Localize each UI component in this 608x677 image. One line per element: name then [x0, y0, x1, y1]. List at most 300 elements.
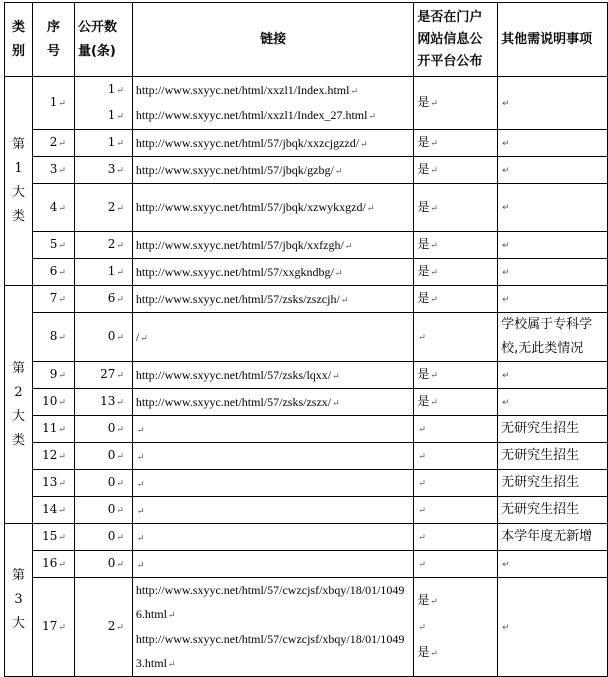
link-line — [136, 363, 410, 388]
paragraph-mark: ↵ — [116, 398, 124, 408]
paragraph-mark: ↵ — [502, 267, 510, 278]
table-row — [5, 497, 608, 524]
seq-cell — [32, 259, 74, 286]
seq-cell — [32, 362, 74, 389]
table-row — [5, 232, 608, 259]
count-value: 13 — [100, 394, 116, 408]
paragraph-mark: ↵ — [58, 268, 66, 278]
header-count: 公开数量(条) — [74, 3, 132, 77]
paragraph-mark: ↵ — [502, 240, 510, 251]
count-value: 0 — [107, 556, 116, 570]
link-line — [136, 233, 410, 258]
paragraph-mark: ↵ — [116, 479, 124, 489]
paragraph-mark: ↵ — [116, 112, 124, 122]
table-row — [5, 259, 608, 286]
published-value: 是 — [417, 593, 430, 607]
count-cell — [74, 443, 132, 470]
count-cell — [74, 389, 132, 416]
table-row — [5, 362, 608, 389]
table-row — [5, 77, 608, 130]
paragraph-mark: ↵ — [502, 138, 510, 149]
paragraph-mark: ↵ — [502, 203, 510, 213]
table-body — [5, 77, 608, 677]
link-line — [136, 78, 410, 103]
published-value: 是 — [417, 291, 430, 305]
paragraph-mark: ↵ — [116, 452, 124, 462]
paragraph-mark: ↵ — [502, 370, 510, 381]
paragraph-mark: ↵ — [167, 659, 176, 669]
seq-cell — [32, 551, 74, 578]
paragraph-mark: ↵ — [116, 533, 124, 543]
header-seq: 序号 — [32, 3, 74, 77]
paragraph-mark: ↵ — [167, 610, 176, 620]
link-line — [136, 552, 410, 577]
count-cell — [74, 416, 132, 443]
note-cell — [498, 443, 608, 470]
paragraph-mark: ↵ — [116, 560, 124, 570]
paragraph-mark: ↵ — [430, 597, 438, 607]
seq-value: 4 — [49, 199, 58, 214]
seq-value: 6 — [49, 264, 58, 278]
paragraph-mark: ↵ — [350, 86, 358, 96]
published-line — [417, 588, 494, 614]
link-url[interactable]: http://www.sxyyc.net/html/xxzl1/Index_27.html — [135, 108, 368, 122]
seq-value: 16 — [42, 556, 58, 570]
count-value: 1 — [107, 108, 116, 122]
seq-value: 10 — [42, 394, 58, 408]
published-line — [417, 232, 494, 258]
link-url[interactable]: http://www.sxyyc.net/html/57/cwzcjsf/xbqy/18/01/10496.html — [135, 583, 405, 621]
header-category: 类别 — [5, 3, 33, 77]
published-line — [417, 324, 494, 350]
note-cell — [498, 286, 608, 313]
count-line — [78, 286, 124, 312]
paragraph-mark: ↵ — [502, 397, 510, 408]
published-line — [417, 90, 494, 116]
link-line — [136, 627, 410, 676]
link-url[interactable]: http://www.sxyyc.net/html/57/jbqk/xxzcjgzzd/ — [135, 135, 360, 150]
published-line — [417, 157, 494, 183]
link-line — [136, 158, 410, 183]
seq-value: 8 — [49, 329, 58, 343]
published-cell — [414, 259, 498, 286]
seq-cell — [32, 443, 74, 470]
published-line — [417, 195, 494, 221]
link-cell — [132, 313, 413, 362]
count-line — [78, 614, 124, 640]
paragraph-mark: ↵ — [58, 333, 66, 343]
paragraph-mark: ↵ — [58, 506, 66, 516]
paragraph-mark: ↵ — [502, 559, 510, 570]
paragraph-mark: ↵ — [58, 623, 66, 633]
published-value: 是 — [417, 199, 430, 214]
published-cell — [414, 184, 498, 232]
link-cell — [132, 362, 413, 389]
paragraph-mark: ↵ — [116, 166, 124, 176]
table-row — [5, 470, 608, 497]
count-value: 2 — [107, 199, 116, 214]
count-cell — [74, 77, 132, 130]
count-value: 2 — [107, 237, 116, 251]
count-cell — [74, 232, 132, 259]
paragraph-mark: ↵ — [116, 506, 124, 516]
published-cell — [414, 470, 498, 497]
link-url[interactable]: http://www.sxyyc.net/html/57/zsks/zszcjh/ — [135, 291, 340, 306]
paragraph-mark: ↵ — [430, 241, 438, 251]
note-text: 无研究生招生 — [501, 448, 580, 463]
note-cell — [498, 470, 608, 497]
link-line — [136, 103, 410, 128]
note-cell — [498, 389, 608, 416]
seq-value: 14 — [42, 502, 58, 516]
count-cell — [74, 157, 132, 184]
count-line — [78, 389, 124, 415]
published-line — [417, 497, 494, 523]
count-cell — [74, 313, 132, 362]
published-cell — [414, 551, 498, 578]
count-value: 0 — [107, 529, 116, 543]
note-cell — [498, 130, 608, 157]
count-line — [78, 157, 124, 183]
seq-value: 13 — [42, 475, 58, 489]
paragraph-mark: ↵ — [430, 139, 438, 149]
seq-cell — [32, 286, 74, 313]
published-value: 是 — [417, 135, 430, 149]
link-cell — [132, 157, 413, 184]
paragraph-mark: ↵ — [116, 241, 124, 251]
paragraph-mark: ↵ — [116, 623, 124, 633]
paragraph-mark: ↵ — [140, 332, 148, 343]
link-url: / — [135, 329, 140, 344]
count-cell — [74, 184, 132, 232]
link-line — [136, 260, 410, 285]
link-cell — [132, 232, 413, 259]
count-value: 1 — [107, 82, 116, 96]
published-value: 是 — [417, 367, 430, 381]
published-cell — [414, 524, 498, 551]
header-row — [5, 3, 608, 77]
published-line — [417, 640, 494, 666]
paragraph-mark: ↵ — [136, 451, 145, 462]
note-cell — [498, 313, 608, 362]
note-text: 无研究生招生 — [501, 502, 580, 517]
link-url[interactable]: http://www.sxyyc.net/html/57/jbqk/xzwykxgzd/ — [135, 200, 366, 214]
paragraph-mark: ↵ — [116, 371, 124, 381]
link-cell — [132, 497, 413, 524]
published-line — [417, 362, 494, 388]
link-line — [136, 525, 410, 550]
table-row — [5, 443, 608, 470]
paragraph-mark: ↵ — [332, 370, 340, 381]
note-cell — [498, 524, 608, 551]
link-cell — [132, 524, 413, 551]
count-line — [78, 524, 124, 550]
paragraph-mark: ↵ — [58, 371, 66, 381]
published-line — [417, 259, 494, 285]
paragraph-mark: ↵ — [116, 203, 124, 214]
category-cell — [5, 524, 33, 677]
paragraph-mark: ↵ — [366, 203, 375, 213]
paragraph-mark: ↵ — [136, 478, 145, 489]
published-cell — [414, 443, 498, 470]
category-cell — [5, 77, 33, 286]
table-row — [5, 551, 608, 578]
paragraph-mark: ↵ — [58, 203, 66, 214]
paragraph-mark: ↵ — [58, 533, 66, 543]
published-value: 是 — [417, 237, 430, 251]
count-value: 0 — [107, 329, 116, 343]
link-url[interactable]: http://www.sxyyc.net/html/xxzl1/Index.html — [135, 83, 350, 97]
published-cell — [414, 416, 498, 443]
link-cell — [132, 77, 413, 130]
link-cell — [132, 286, 413, 313]
published-line — [417, 470, 494, 496]
paragraph-mark: ↵ — [116, 295, 124, 305]
paragraph-mark: ↵ — [136, 505, 145, 516]
link-cell — [132, 551, 413, 578]
seq-cell — [32, 578, 74, 677]
paragraph-mark: ↵ — [58, 452, 66, 462]
link-line — [136, 417, 410, 442]
paragraph-mark: ↵ — [368, 111, 376, 121]
link-url[interactable]: http://www.sxyyc.net/html/57/zsks/lqxx/ — [135, 367, 332, 382]
link-url[interactable]: http://www.sxyyc.net/html/57/zsks/zszx/ — [135, 394, 332, 409]
published-line — [417, 389, 494, 415]
paragraph-mark: ↵ — [344, 240, 353, 251]
published-cell — [414, 313, 498, 362]
category-label: 第1大类 — [11, 137, 25, 224]
link-line — [136, 287, 410, 312]
count-line — [78, 416, 124, 442]
paragraph-mark: ↵ — [430, 268, 438, 278]
paragraph-mark: ↵ — [430, 203, 438, 214]
link-line — [136, 578, 410, 627]
paragraph-mark: ↵ — [418, 560, 426, 570]
seq-cell — [32, 497, 74, 524]
count-cell — [74, 130, 132, 157]
note-cell — [498, 259, 608, 286]
note-text: 无研究生招生 — [501, 421, 580, 436]
seq-value: 1 — [49, 95, 58, 109]
published-cell — [414, 157, 498, 184]
link-cell — [132, 389, 413, 416]
paragraph-mark: ↵ — [418, 333, 426, 343]
link-cell — [132, 578, 413, 677]
category-cell — [5, 286, 33, 524]
count-line — [78, 103, 124, 129]
paragraph-mark: ↵ — [430, 649, 438, 659]
published-cell — [414, 497, 498, 524]
seq-cell — [32, 157, 74, 184]
note-cell — [498, 551, 608, 578]
note-cell — [498, 497, 608, 524]
paragraph-mark: ↵ — [430, 398, 438, 408]
paragraph-mark: ↵ — [430, 371, 438, 381]
seq-value: 3 — [49, 162, 58, 176]
count-line — [78, 497, 124, 523]
paragraph-mark: ↵ — [502, 165, 510, 176]
count-value: 0 — [107, 421, 116, 435]
seq-value: 15 — [42, 529, 58, 543]
seq-cell — [32, 313, 74, 362]
paragraph-mark: ↵ — [116, 139, 124, 149]
note-cell — [498, 232, 608, 259]
paragraph-mark: ↵ — [340, 294, 349, 305]
paragraph-mark: ↵ — [502, 622, 510, 633]
count-cell — [74, 362, 132, 389]
link-url[interactable]: http://www.sxyyc.net/html/57/jbqk/gzbg/ — [135, 162, 334, 177]
link-cell — [132, 470, 413, 497]
seq-cell — [32, 130, 74, 157]
paragraph-mark: ↵ — [418, 452, 426, 462]
note-cell — [498, 157, 608, 184]
paragraph-mark: ↵ — [116, 86, 124, 96]
seq-cell — [32, 470, 74, 497]
table-row — [5, 389, 608, 416]
published-line — [417, 524, 494, 550]
link-cell — [132, 443, 413, 470]
paragraph-mark: ↵ — [418, 506, 426, 516]
link-line — [136, 390, 410, 415]
published-cell — [414, 130, 498, 157]
link-cell — [132, 259, 413, 286]
link-cell — [132, 416, 413, 443]
note-text: 无研究生招生 — [501, 475, 580, 490]
link-cell — [132, 184, 413, 232]
disclosure-table — [4, 2, 608, 677]
paragraph-mark: ↵ — [58, 560, 66, 570]
paragraph-mark: ↵ — [332, 397, 340, 408]
seq-cell — [32, 232, 74, 259]
published-cell — [414, 389, 498, 416]
paragraph-mark: ↵ — [418, 425, 426, 435]
paragraph-mark: ↵ — [116, 425, 124, 435]
seq-cell — [32, 524, 74, 551]
published-value: 是 — [417, 645, 430, 659]
note-cell — [498, 77, 608, 130]
count-line — [78, 130, 124, 156]
link-url[interactable]: http://www.sxyyc.net/html/57/xxgkndbg/ — [135, 264, 334, 279]
seq-value: 5 — [49, 237, 58, 251]
count-cell — [74, 470, 132, 497]
published-cell — [414, 362, 498, 389]
link-url[interactable]: http://www.sxyyc.net/html/57/jbqk/xxfzgh/ — [135, 237, 344, 252]
count-value: 0 — [107, 502, 116, 516]
table-row — [5, 184, 608, 232]
seq-cell — [32, 389, 74, 416]
count-cell — [74, 551, 132, 578]
paragraph-mark: ↵ — [58, 99, 66, 109]
seq-cell — [32, 77, 74, 130]
paragraph-mark: ↵ — [430, 99, 438, 109]
table-row — [5, 416, 608, 443]
link-line — [136, 444, 410, 469]
published-value: 是 — [417, 162, 430, 176]
link-line — [136, 195, 410, 220]
paragraph-mark: ↵ — [58, 425, 66, 435]
note-cell — [498, 416, 608, 443]
seq-value: 11 — [42, 421, 58, 435]
note-cell — [498, 362, 608, 389]
count-line — [78, 195, 124, 221]
published-cell — [414, 286, 498, 313]
note-cell — [498, 184, 608, 232]
count-line — [78, 551, 124, 577]
paragraph-mark: ↵ — [58, 398, 66, 408]
link-line — [136, 131, 410, 156]
paragraph-mark: ↵ — [430, 166, 438, 176]
seq-value: 12 — [42, 448, 58, 462]
paragraph-mark: ↵ — [116, 268, 124, 278]
count-line — [78, 259, 124, 285]
paragraph-mark: ↵ — [58, 166, 66, 176]
count-cell — [74, 259, 132, 286]
count-value: 0 — [107, 475, 116, 489]
link-url[interactable]: http://www.sxyyc.net/html/57/cwzcjsf/xbqy/18/01/10493.html — [135, 632, 405, 670]
link-cell — [132, 130, 413, 157]
header-published: 是否在门户网站信息公开平台公布 — [414, 3, 498, 77]
count-value: 6 — [107, 291, 116, 305]
count-line — [78, 362, 124, 388]
count-cell — [74, 286, 132, 313]
seq-cell — [32, 416, 74, 443]
paragraph-mark: ↵ — [58, 139, 66, 149]
link-line — [136, 498, 410, 523]
published-value: 是 — [417, 95, 430, 109]
paragraph-mark: ↵ — [334, 165, 343, 176]
seq-value: 7 — [49, 291, 58, 305]
published-line — [417, 614, 494, 640]
count-cell — [74, 524, 132, 551]
published-cell — [414, 578, 498, 677]
count-line — [78, 77, 124, 103]
count-value: 1 — [107, 264, 116, 278]
published-value: 是 — [417, 394, 430, 408]
paragraph-mark: ↵ — [136, 559, 145, 570]
count-value: 0 — [107, 448, 116, 462]
paragraph-mark: ↵ — [136, 424, 145, 435]
published-line — [417, 130, 494, 156]
paragraph-mark: ↵ — [360, 138, 368, 149]
table-row — [5, 524, 608, 551]
count-line — [78, 232, 124, 258]
link-line — [136, 471, 410, 496]
table-row — [5, 286, 608, 313]
count-line — [78, 443, 124, 469]
published-value: 是 — [417, 264, 430, 278]
table-row — [5, 578, 608, 677]
header-link: 链接 — [132, 3, 413, 77]
count-cell — [74, 497, 132, 524]
paragraph-mark: ↵ — [502, 98, 510, 109]
count-value: 2 — [107, 619, 116, 633]
paragraph-mark: ↵ — [334, 267, 343, 278]
count-line — [78, 324, 124, 350]
count-value: 3 — [107, 162, 116, 176]
note-text: 本学年度无新增 — [501, 529, 593, 544]
link-line — [136, 325, 410, 350]
table-row — [5, 130, 608, 157]
table-row — [5, 157, 608, 184]
seq-value: 2 — [49, 135, 58, 149]
paragraph-mark: ↵ — [116, 333, 124, 343]
count-value: 27 — [100, 367, 116, 381]
table-row — [5, 313, 608, 362]
paragraph-mark: ↵ — [418, 479, 426, 489]
note-cell — [498, 578, 608, 677]
category-label: 第2大类 — [11, 360, 25, 448]
published-cell — [414, 77, 498, 130]
